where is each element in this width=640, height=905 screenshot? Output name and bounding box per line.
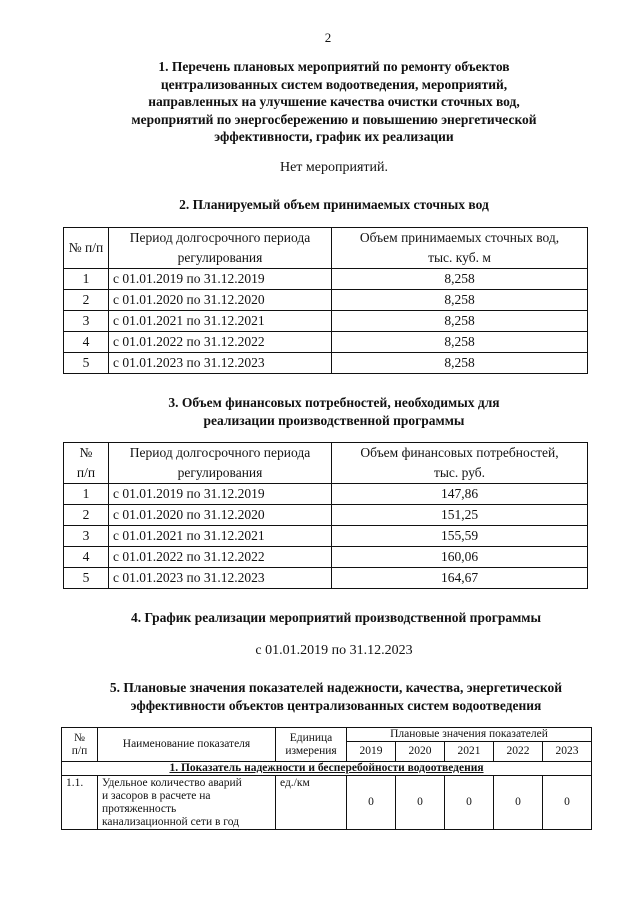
column-header-num (62, 728, 98, 762)
header-line: регулирования (177, 465, 263, 480)
row-name-line: канализационной сети в год (102, 816, 239, 828)
row-period: с 01.01.2022 по 31.12.2022 (109, 547, 332, 568)
wastewater-volume-table (63, 227, 588, 374)
financial-needs-table (63, 442, 588, 589)
column-header-num: № п/п (64, 228, 109, 269)
row-value: 8,258 (332, 353, 588, 374)
table-row (64, 353, 588, 374)
row-num: 5 (64, 353, 109, 374)
row-name-line: Удельное количество аварий (102, 777, 242, 789)
row-period: с 01.01.2021 по 31.12.2021 (109, 526, 332, 547)
table-row (64, 332, 588, 353)
row-num: 2 (64, 290, 109, 311)
row-num: 5 (64, 568, 109, 589)
row-value: 0 (396, 776, 445, 830)
column-header-volume (332, 228, 588, 269)
table-header-row (64, 443, 588, 484)
row-value: 8,258 (332, 269, 588, 290)
column-header-unit (276, 728, 347, 762)
section1-title-line: направленных на улучшение качества очистки сточных вод, (148, 94, 520, 109)
section1-title (60, 58, 608, 146)
row-num: 4 (64, 547, 109, 568)
row-num: 1 (64, 484, 109, 505)
row-value: 0 (543, 776, 592, 830)
section5-title (50, 679, 622, 714)
header-line: регулирования (177, 250, 263, 265)
row-num: 3 (64, 311, 109, 332)
row-value: 0 (494, 776, 543, 830)
indicators-table (61, 727, 592, 830)
column-header-year: 2021 (445, 742, 494, 762)
row-period: с 01.01.2022 по 31.12.2022 (109, 332, 332, 353)
section1-note: Нет мероприятий. (279, 160, 389, 175)
row-value: 147,86 (332, 484, 588, 505)
row-period: с 01.01.2020 по 31.12.2020 (109, 290, 332, 311)
row-value: 0 (347, 776, 396, 830)
column-header-year: 2023 (543, 742, 592, 762)
row-name (98, 776, 276, 830)
row-num: 1.1. (62, 776, 98, 830)
column-header-period (109, 443, 332, 484)
section5-title-line: эффективности объектов централизованных систем водоотведения (130, 697, 542, 713)
row-num: 4 (64, 332, 109, 353)
section5-title-line: 5. Плановые значения показателей надежности, качества, энергетической (109, 680, 563, 695)
section3-title-line: 3. Объем финансовых потребностей, необходимых для (168, 395, 500, 410)
table-row (64, 290, 588, 311)
header-line: Объем принимаемых сточных вод, (359, 230, 560, 245)
section1-title-line: централизованных систем водоотведения, мероприятий, (160, 76, 508, 92)
header-line: Единица (289, 731, 333, 744)
section1-title-line: 1. Перечень плановых мероприятий по ремонту объектов (158, 59, 510, 74)
table-row (64, 568, 588, 589)
table-row (64, 526, 588, 547)
section4-period: с 01.01.2019 по 31.12.2023 (255, 643, 413, 658)
table-row (64, 484, 588, 505)
row-value: 164,67 (332, 568, 588, 589)
header-line: Период долгосрочного периода (129, 445, 311, 460)
section3-title-line: реализации производственной программы (203, 412, 465, 428)
row-period: с 01.01.2019 по 31.12.2019 (109, 484, 332, 505)
header-line: № (74, 731, 85, 744)
section1-title-line: мероприятий по энергосбережению и повышению энергетической (131, 111, 537, 127)
row-value: 160,06 (332, 547, 588, 568)
row-num: 2 (64, 505, 109, 526)
column-header-name: Наименование показателя (98, 728, 276, 762)
row-num: 3 (64, 526, 109, 547)
column-header-planned: Плановые значения показателей (347, 728, 592, 742)
header-line: тыс. руб. (433, 465, 486, 480)
row-period: с 01.01.2023 по 31.12.2023 (109, 568, 332, 589)
header-line: тыс. куб. м (428, 250, 491, 265)
column-header-period (109, 228, 332, 269)
column-header-year: 2020 (396, 742, 445, 762)
row-name-line: и засоров в расчете на (102, 790, 211, 802)
table-row (64, 505, 588, 526)
row-value: 8,258 (332, 311, 588, 332)
table-row (64, 547, 588, 568)
page-number: 2 (324, 30, 332, 45)
row-value: 8,258 (332, 332, 588, 353)
header-line: п/п (76, 465, 96, 480)
column-header-financial (332, 443, 588, 484)
table-header-row (64, 228, 588, 269)
header-line: № (79, 445, 93, 460)
row-period: с 01.01.2019 по 31.12.2019 (109, 269, 332, 290)
row-unit: ед./км (276, 776, 347, 830)
row-period: с 01.01.2023 по 31.12.2023 (109, 353, 332, 374)
table-row (64, 311, 588, 332)
column-header-year: 2022 (494, 742, 543, 762)
section2-title: 2. Планируемый объем принимаемых сточных вод (179, 197, 489, 212)
section4-title: 4. График реализации мероприятий производственной программы (130, 610, 542, 625)
table-row (62, 776, 592, 830)
row-num: 1 (64, 269, 109, 290)
row-value: 151,25 (332, 505, 588, 526)
row-period: с 01.01.2020 по 31.12.2020 (109, 505, 332, 526)
header-line: измерения (285, 744, 337, 757)
group-title: 1. Показатель надежности и бесперебойности водоотведения (62, 762, 592, 776)
group-row (62, 762, 592, 776)
section3-title (60, 394, 608, 429)
section1-title-line: эффективности, график их реализации (214, 129, 454, 144)
table-row (64, 269, 588, 290)
header-line: п/п (71, 744, 88, 757)
table-header-row (62, 728, 592, 742)
row-name-line: протяженность (102, 803, 177, 815)
row-value: 8,258 (332, 290, 588, 311)
row-value: 155,59 (332, 526, 588, 547)
column-header-year: 2019 (347, 742, 396, 762)
header-line: Объем финансовых потребностей, (360, 445, 559, 460)
row-period: с 01.01.2021 по 31.12.2021 (109, 311, 332, 332)
row-value: 0 (445, 776, 494, 830)
column-header-num (64, 443, 109, 484)
header-line: Период долгосрочного периода (129, 230, 311, 245)
